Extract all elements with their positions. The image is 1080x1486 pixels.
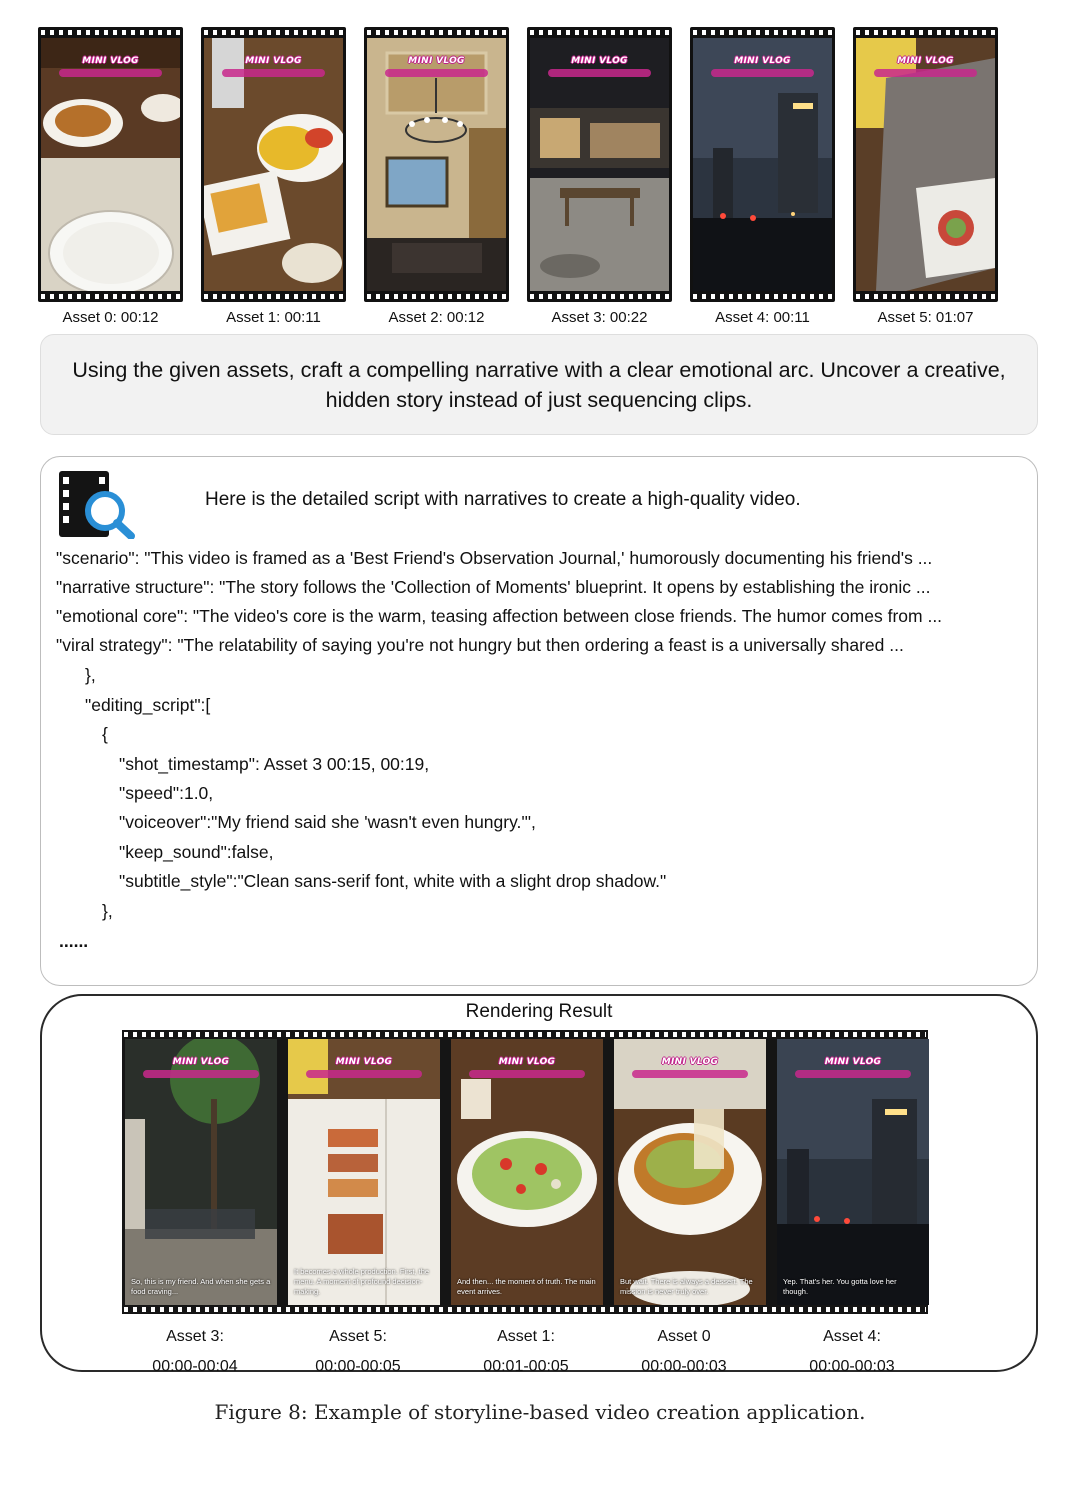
clip-label xyxy=(767,1322,937,1382)
film-frame xyxy=(364,27,509,302)
film-frame xyxy=(527,27,672,302)
vlog-subtitle-overlay xyxy=(59,69,162,77)
vlog-title-overlay: MINI VLOG xyxy=(661,1057,719,1067)
clip-caption: And then... the moment of truth. The main event arrives. xyxy=(457,1277,596,1296)
clip-label xyxy=(110,1322,280,1382)
script-line: "narrative structure": "The story follows the 'Collection of Moments' blueprint. It opens by establishing the ironic ... xyxy=(56,577,931,597)
clip-caption: It becomes a whole production. First, the menu. A moment of profound decision-making. xyxy=(294,1267,430,1296)
asset-frame-rice-plate xyxy=(204,38,343,291)
script-line: "emotional core": "The video's core is the warm, teasing affection between close friends. The humor comes from ... xyxy=(56,606,943,626)
result-film-strip xyxy=(122,1030,928,1314)
script-line: "editing_script":[ xyxy=(85,695,211,715)
script-heading: Here is the detailed script with narratives to create a high-quality video. xyxy=(205,489,801,510)
asset-thumbnail xyxy=(853,27,998,326)
vlog-subtitle-overlay xyxy=(385,69,488,77)
result-frame-city-night xyxy=(777,1039,929,1305)
vlog-subtitle-overlay xyxy=(222,69,325,77)
script-line: "shot_timestamp": Asset 3 00:15, 00:19, xyxy=(119,754,430,774)
vlog-title-overlay: MINI VLOG xyxy=(245,56,302,66)
film-frame xyxy=(853,27,998,302)
vlog-subtitle-overlay xyxy=(711,69,814,77)
asset-frame-food-table xyxy=(41,38,180,291)
prompt-text: Using the given assets, craft a compelling narrative with a clear emotional arc. Uncover a creative, hidden story instead of just sequencing clips. xyxy=(72,357,1006,412)
vlog-subtitle-overlay xyxy=(632,1070,748,1078)
vlog-title-overlay: MINI VLOG xyxy=(335,1057,393,1067)
clip-caption: But wait. There is always a dessert. The mission is never truly over. xyxy=(620,1277,753,1296)
vlog-subtitle-overlay xyxy=(143,1070,259,1078)
clip-label xyxy=(273,1322,443,1382)
result-frame-menu xyxy=(288,1039,440,1305)
vlog-subtitle-overlay xyxy=(548,69,651,77)
asset-label: Asset 5: 01:07 xyxy=(877,309,974,326)
vlog-title-overlay: MINI VLOG xyxy=(82,56,139,66)
clip-label xyxy=(441,1322,611,1382)
vlog-subtitle-overlay xyxy=(469,1070,585,1078)
asset-frame-menu-book xyxy=(856,38,995,291)
clip-time: 00:00-00:03 xyxy=(809,1358,895,1375)
script-line: "voiceover":"My friend said she 'wasn't even hungry.'", xyxy=(119,812,536,832)
vlog-subtitle-overlay xyxy=(795,1070,911,1078)
script-line: }, xyxy=(85,665,96,685)
asset-frame-city-street xyxy=(693,38,832,291)
asset-label: Asset 0: 00:12 xyxy=(62,309,159,326)
asset-thumbnail xyxy=(690,27,835,326)
result-frame-dessert xyxy=(614,1039,766,1305)
clip-asset: Asset 4: xyxy=(823,1328,881,1345)
clip-time: 00:00-00:05 xyxy=(315,1358,401,1375)
script-line: "keep_sound":false, xyxy=(119,842,274,862)
result-frame-street xyxy=(125,1039,277,1305)
clip-time: 00:00-00:03 xyxy=(641,1358,727,1375)
script-line: }, xyxy=(102,901,113,921)
clip-asset: Asset 3: xyxy=(166,1328,224,1345)
vlog-title-overlay: MINI VLOG xyxy=(571,56,628,66)
script-line: "subtitle_style":"Clean sans-serif font, white with a slight drop shadow." xyxy=(119,871,667,891)
vlog-title-overlay: MINI VLOG xyxy=(498,1057,556,1067)
clip-caption: Yep. That's her. You gotta love her though. xyxy=(783,1277,897,1296)
asset-label: Asset 4: 00:11 xyxy=(715,309,810,326)
asset-thumbnail xyxy=(527,27,672,326)
clip-time: 00:00-00:04 xyxy=(152,1358,238,1375)
asset-thumbnail xyxy=(364,27,509,326)
film-frame xyxy=(201,27,346,302)
clip-asset: Asset 5: xyxy=(329,1328,387,1345)
script-line: "speed":1.0, xyxy=(119,783,214,803)
film-search-icon xyxy=(59,469,137,539)
asset-strip xyxy=(38,27,1000,327)
script-line: "scenario": "This video is framed as a 'Best Friend's Observation Journal,' humorously documenting his friend's ... xyxy=(56,548,933,568)
asset-label: Asset 1: 00:11 xyxy=(226,309,321,326)
vlog-subtitle-overlay xyxy=(874,69,977,77)
vlog-title-overlay: MINI VLOG xyxy=(408,56,465,66)
vlog-title-overlay: MINI VLOG xyxy=(897,56,954,66)
rendering-result-box xyxy=(40,994,1038,1375)
vlog-title-overlay: MINI VLOG xyxy=(172,1057,230,1067)
clip-time: 00:01-00:05 xyxy=(483,1358,569,1375)
asset-thumbnail xyxy=(201,27,346,326)
asset-frame-restaurant-interior xyxy=(367,38,506,291)
clip-asset: Asset 0 xyxy=(657,1328,711,1345)
clip-label xyxy=(599,1322,769,1382)
asset-label: Asset 3: 00:22 xyxy=(551,309,648,326)
script-box xyxy=(40,456,1038,986)
clip-asset: Asset 1: xyxy=(497,1328,555,1345)
rendering-result-title: Rendering Result xyxy=(465,1001,613,1022)
figure-caption: Figure 8: Example of storyline-based video creation application. xyxy=(214,1400,866,1424)
prompt-box xyxy=(40,334,1038,435)
vlog-title-overlay: MINI VLOG xyxy=(734,56,791,66)
film-frame xyxy=(38,27,183,302)
asset-thumbnail xyxy=(38,27,183,326)
clip-caption: So, this is my friend. And when she gets a food craving... xyxy=(131,1277,271,1296)
script-line: ...... xyxy=(59,931,89,951)
asset-frame-patio-night xyxy=(530,38,669,291)
vlog-subtitle-overlay xyxy=(306,1070,422,1078)
script-line: "viral strategy": "The relatability of saying you're not hungry but then ordering a feast is a universally shared ... xyxy=(56,635,904,655)
vlog-title-overlay: MINI VLOG xyxy=(824,1057,882,1067)
result-frame-salad xyxy=(451,1039,603,1305)
script-line: { xyxy=(102,724,108,744)
film-frame xyxy=(690,27,835,302)
asset-label: Asset 2: 00:12 xyxy=(388,309,485,326)
